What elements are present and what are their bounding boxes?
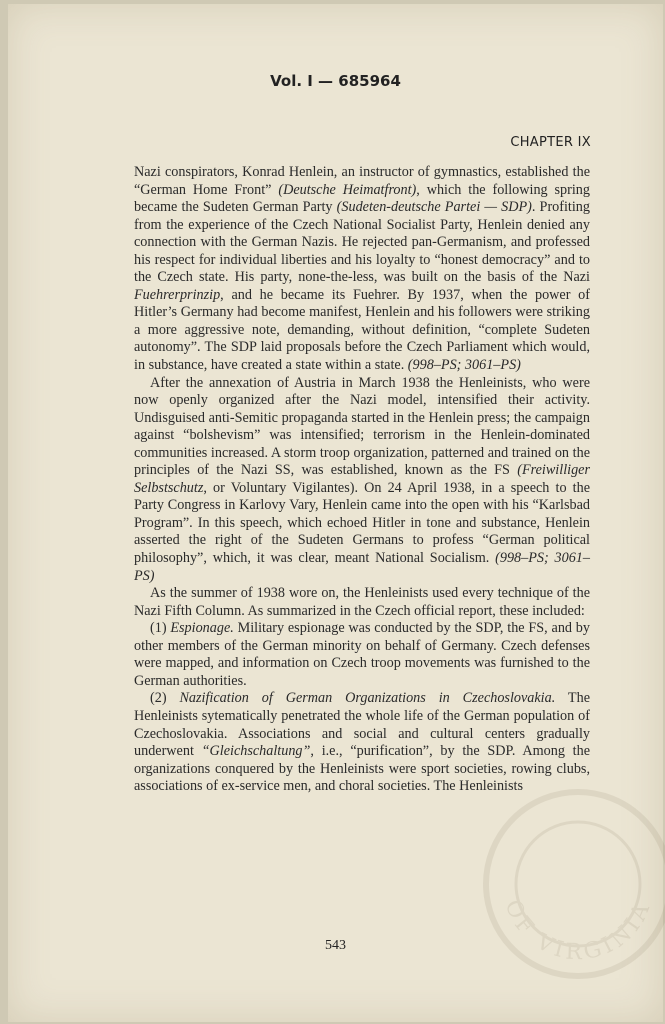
text-run: . Profiting from the experience of the Czech National Socialist Party, Henlein denied any connection with the German Nazis. He rejected pan-Germanism, and professed his respect for individual liberties and his loyalty to “honest democracy” and to the Czech state. His party, none-the-less, was built on the basis of the Nazi	[134, 199, 590, 286]
italic-run: (998–PS; 3061–PS)	[407, 357, 521, 374]
library-seal-watermark	[478, 784, 665, 984]
italic-run: “Gleichschaltung”	[201, 743, 311, 760]
text-run: (2)	[150, 690, 180, 707]
paragraph	[134, 164, 590, 375]
italic-run: Nazification of German Organizations in Czechoslovakia.	[179, 690, 556, 707]
text-run: Military espionage was conducted by the SDP, the FS, and by other members of the German minority on behalf of Germany. Czech defenses were mapped, and information on Czech troop movements was furnished to the German authorities.	[134, 620, 590, 689]
italic-run: (Sudeten-deutsche Partei — SDP)	[336, 199, 532, 216]
volume-header: Vol. I — 685964	[270, 72, 401, 90]
page-number: 543	[325, 938, 346, 953]
text-run: (1)	[150, 620, 171, 637]
text-run: As the summer of 1938 wore on, the Henleinists used every technique of the Nazi Fifth Column. As summarized in the Czech official report, these included:	[134, 585, 590, 619]
paragraph	[134, 620, 590, 690]
italic-run: (Freiwilliger Selbstschutz	[134, 462, 590, 496]
document-page	[8, 4, 663, 1022]
paragraph	[134, 585, 590, 620]
paragraph	[134, 690, 590, 795]
text-run: Nazi conspirators, Konrad Henlein, an instructor of gymnastics, established the “German Home Front”	[134, 164, 590, 198]
italic-run: (998–PS; 3061–PS)	[134, 550, 590, 584]
italic-run: Espionage.	[170, 620, 234, 637]
text-run: , which the following spring became the Sudeten German Party	[134, 181, 590, 216]
text-run: , or Voluntary Vigilantes). On 24 April 1938, in a speech to the Party Congress in Karlovy Vary, Henlein came into the open with his “Karlsbad Program”. In this speech, which echoed Hitler in tone and substance, Henlein asserted the right of the Sudeten Germans to profess “German political philosophy”, which, it was clear, meant National Socialism.	[134, 479, 590, 567]
paragraph	[134, 375, 590, 586]
body-text	[134, 164, 590, 796]
text-run: , i.e., “purification”, by the SDP. Among the organizations conquered by the Henleinists were sport societies, rowing clubs, associations of ex-service men, and choral societies. The Henleinists	[134, 743, 590, 795]
chapter-heading: CHAPTER IX	[510, 135, 591, 150]
text-run: , and he became its Fuehrer. By 1937, when the power of Hitler’s Germany had become manifest, Henlein and his followers were striking a more aggressive note, demanding, without definition, “complete Sudeten autonomy”. The SDP laid proposals before the Czech Parliament which would, in substance, have created a state within a state.	[134, 286, 590, 374]
italic-run: (Deutsche Heimatfront)	[278, 181, 417, 198]
text-run: After the annexation of Austria in March 1938 the Henleinists, who were now openly organized after the Nazi model, intensified their activity. Undisguised anti-Semitic propaganda started in the Henlein press; the campaign against “bolshevism” was intensified; terrorism in the Henlein-dominated communities increased. A storm troop organization, patterned and trained on the principles of the Nazi SS, was established, known as the FS	[134, 374, 590, 479]
italic-run: Fuehrerprinzip	[134, 286, 221, 303]
seal-text: OF VIRGINIA	[499, 896, 657, 966]
text-run: The Henleinists sytematically penetrated the whole life of the German population of Czechoslovakia. Associations and social and cultural centers gradually underwent	[134, 690, 590, 760]
